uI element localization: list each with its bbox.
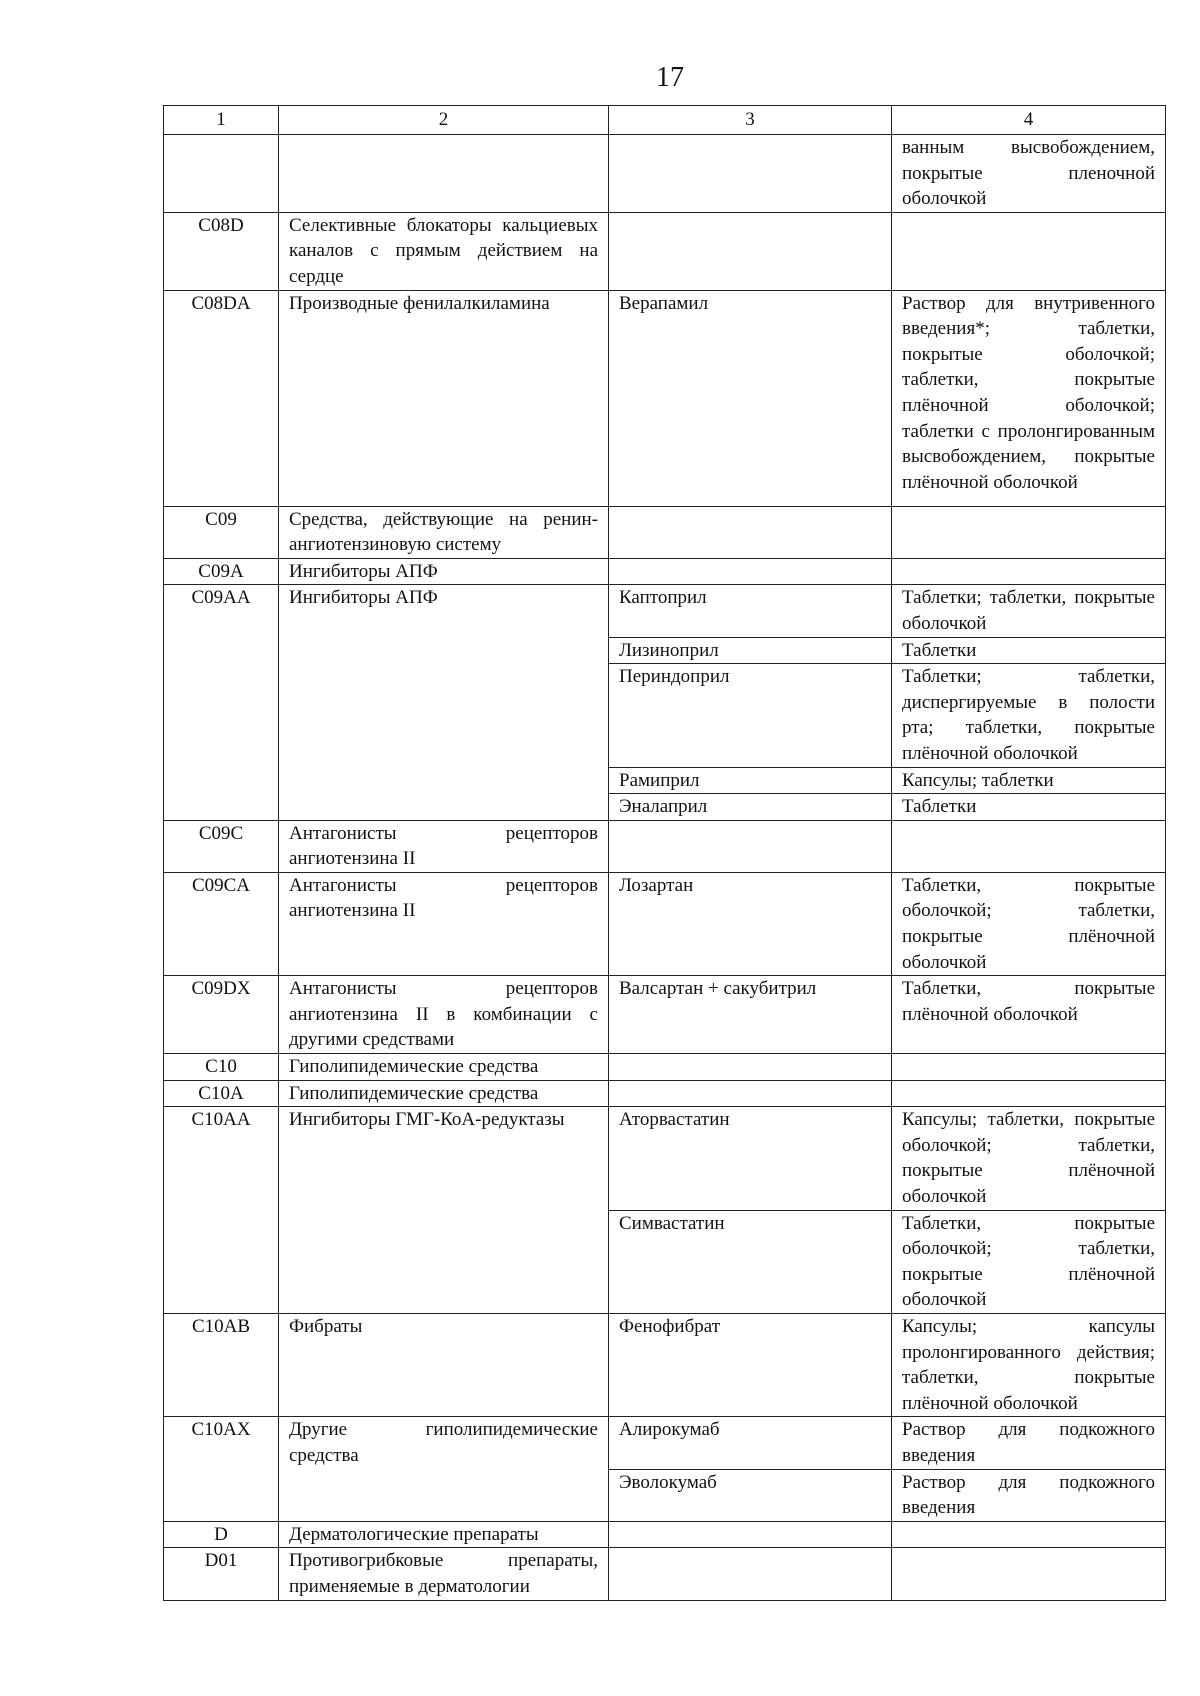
atc-code-cell: C08D <box>164 212 279 290</box>
anatomical-therapeutic-group-cell: Средства, действующие на ренин-ангиотензиновую систему <box>279 506 609 558</box>
drug-name-cell: Лозартан <box>609 872 892 975</box>
table-row <box>164 290 1166 506</box>
table-row <box>164 135 1166 213</box>
anatomical-therapeutic-group-cell: Ингибиторы АПФ <box>279 558 609 585</box>
dosage-form-cell <box>892 1054 1166 1081</box>
drug-name-cell <box>609 506 892 558</box>
anatomical-therapeutic-group-cell: Противогрибковые препараты, применяемые в дерматологии <box>279 1548 609 1600</box>
anatomical-therapeutic-group-cell: Фибраты <box>279 1313 609 1416</box>
dosage-form-cell <box>892 820 1166 872</box>
dosage-form-cell <box>892 212 1166 290</box>
anatomical-therapeutic-group-cell: Антагонисты рецепторов ангиотензина II в комбинации с другими средствами <box>279 976 609 1054</box>
anatomical-therapeutic-group-cell: Селективные блокаторы кальциевых каналов с прямым действием на сердце <box>279 212 609 290</box>
atc-code-cell: C10AA <box>164 1107 279 1314</box>
drug-name-cell <box>609 820 892 872</box>
anatomical-therapeutic-group-cell: Антагонисты рецепторов ангиотензина II <box>279 872 609 975</box>
anatomical-therapeutic-group-cell: Ингибиторы АПФ <box>279 585 609 820</box>
table-row <box>164 1107 1166 1210</box>
dosage-form-cell: Таблетки; таблетки, покрытые оболочкой <box>892 585 1166 637</box>
dosage-form-cell: Таблетки, покрытые оболочкой; таблетки, покрытые плёночной оболочкой <box>892 872 1166 975</box>
dosage-form-cell: Капсулы; капсулы пролонгированного действия; таблетки, покрытые плёночной оболочкой <box>892 1313 1166 1416</box>
atc-code-cell: C09CA <box>164 872 279 975</box>
dosage-form-cell <box>892 558 1166 585</box>
atc-code-cell: C10A <box>164 1080 279 1107</box>
drug-name-cell: Аторвастатин <box>609 1107 892 1210</box>
drug-name-cell: Эналаприл <box>609 794 892 821</box>
anatomical-therapeutic-group-cell: Другие гиполипидемические средства <box>279 1417 609 1521</box>
anatomical-therapeutic-group-cell: Производные фенилалкиламина <box>279 290 609 506</box>
atc-code-cell: D <box>164 1521 279 1548</box>
dosage-form-cell: Таблетки, покрытые плёночной оболочкой <box>892 976 1166 1054</box>
atc-code-cell: C10AX <box>164 1417 279 1521</box>
atc-code-cell: D01 <box>164 1548 279 1600</box>
table-header-row <box>164 106 1166 135</box>
table-row <box>164 976 1166 1054</box>
dosage-form-cell: Таблетки <box>892 637 1166 664</box>
atc-code-cell: C09AA <box>164 585 279 820</box>
dosage-form-cell: Раствор для подкожного введения <box>892 1469 1166 1521</box>
drug-name-cell: Каптоприл <box>609 585 892 637</box>
atc-code-cell: C10AB <box>164 1313 279 1416</box>
drug-name-cell <box>609 558 892 585</box>
atc-code-cell: C09 <box>164 506 279 558</box>
table-row <box>164 872 1166 975</box>
table-row <box>164 585 1166 637</box>
anatomical-therapeutic-group-cell: Гиполипидемические средства <box>279 1080 609 1107</box>
dosage-form-cell: Раствор для подкожного введения <box>892 1417 1166 1469</box>
atc-code-cell: C08DA <box>164 290 279 506</box>
drug-name-cell: Фенофибрат <box>609 1313 892 1416</box>
atc-code-cell: C10 <box>164 1054 279 1081</box>
table-body <box>164 135 1166 1601</box>
drug-name-cell <box>609 1521 892 1548</box>
drug-name-cell: Периндоприл <box>609 664 892 767</box>
dosage-form-cell: Таблетки; таблетки, диспергируемые в полости рта; таблетки, покрытые плёночной оболочкой <box>892 664 1166 767</box>
drug-name-cell: Рамиприл <box>609 767 892 794</box>
anatomical-therapeutic-group-cell: Антагонисты рецепторов ангиотензина II <box>279 820 609 872</box>
drug-name-cell <box>609 212 892 290</box>
dosage-form-cell: Таблетки, покрытые оболочкой; таблетки, покрытые плёночной оболочкой <box>892 1210 1166 1313</box>
drug-name-cell: Симвастатин <box>609 1210 892 1313</box>
anatomical-therapeutic-group-cell: Ингибиторы ГМГ-КоА-редуктазы <box>279 1107 609 1314</box>
dosage-form-cell: Раствор для внутривенного введения*; таблетки, покрытые оболочкой; таблетки, покрытые плёночной оболочкой; таблетки с пролонгированным высвобождением, покрытые плёночной оболочкой <box>892 290 1166 506</box>
column-header-3: 3 <box>609 106 892 135</box>
dosage-form-cell: Капсулы; таблетки <box>892 767 1166 794</box>
table-row <box>164 1548 1166 1600</box>
drug-name-cell <box>609 135 892 213</box>
table-row <box>164 1417 1166 1469</box>
page-number: 17 <box>656 62 684 93</box>
table-row <box>164 820 1166 872</box>
drug-name-cell: Эволокумаб <box>609 1469 892 1521</box>
atc-code-cell: C09C <box>164 820 279 872</box>
drug-name-cell: Алирокумаб <box>609 1417 892 1469</box>
column-header-1: 1 <box>164 106 279 135</box>
table-row <box>164 1313 1166 1416</box>
table-row <box>164 212 1166 290</box>
column-header-4: 4 <box>892 106 1166 135</box>
table-row <box>164 1521 1166 1548</box>
drug-name-cell <box>609 1548 892 1600</box>
dosage-form-cell: ванным высвобождением, покрытые пленочной оболочкой <box>892 135 1166 213</box>
table-row <box>164 506 1166 558</box>
dosage-form-cell <box>892 1080 1166 1107</box>
drug-classification-table <box>163 105 1166 1601</box>
dosage-form-cell <box>892 1548 1166 1600</box>
table-row <box>164 1080 1166 1107</box>
anatomical-therapeutic-group-cell: Гиполипидемические средства <box>279 1054 609 1081</box>
dosage-form-cell: Капсулы; таблетки, покрытые оболочкой; таблетки, покрытые плёночной оболочкой <box>892 1107 1166 1210</box>
drug-name-cell <box>609 1080 892 1107</box>
anatomical-therapeutic-group-cell: Дерматологические препараты <box>279 1521 609 1548</box>
drug-name-cell <box>609 1054 892 1081</box>
drug-name-cell: Верапамил <box>609 290 892 506</box>
table-row <box>164 1054 1166 1081</box>
anatomical-therapeutic-group-cell <box>279 135 609 213</box>
atc-code-cell: C09A <box>164 558 279 585</box>
table-row <box>164 558 1166 585</box>
column-header-2: 2 <box>279 106 609 135</box>
dosage-form-cell <box>892 506 1166 558</box>
atc-code-cell: C09DX <box>164 976 279 1054</box>
atc-code-cell <box>164 135 279 213</box>
dosage-form-cell <box>892 1521 1166 1548</box>
dosage-form-cell: Таблетки <box>892 794 1166 821</box>
drug-name-cell: Валсартан + сакубитрил <box>609 976 892 1054</box>
drug-name-cell: Лизиноприл <box>609 637 892 664</box>
